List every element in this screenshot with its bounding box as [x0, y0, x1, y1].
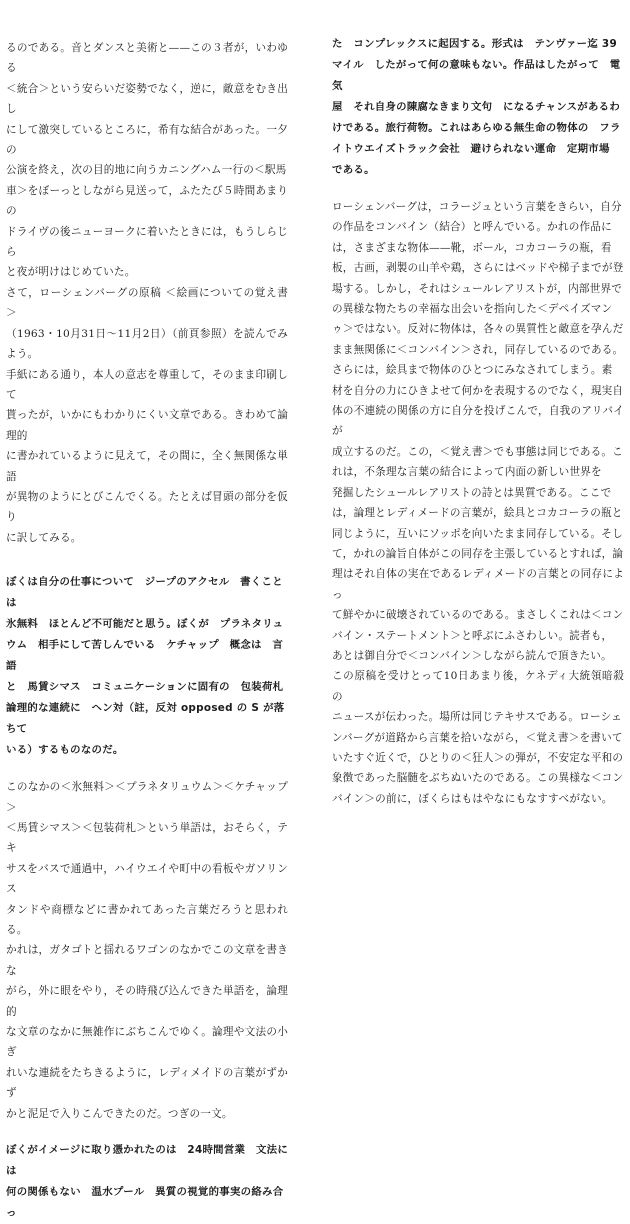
spacer — [6, 548, 288, 572]
left-column — [6, 38, 288, 1224]
left-paragraph-4: このなかの＜氷無料＞＜プラネタリュウム＞＜ケチャップ＞ ＜馬賃シマス＞＜包装荷札＞という単語は，おそらく，テキ サスをバスで通過中，ハイウエイや町中の看板やガソリンス タンドや商標などに書かれてあった言葉だろうと思われる。 かれは，ガタゴトと揺れるワゴンのなかでこの文章を書きな がら，外に眼をやり，その時飛び込んできた単語を，論理的 な文章のなかに無雑作にぶちこんでゆく。論理や文法の小ぎ れいな連続をたちきるように，レディメイドの言葉がずかず かと泥足で入りこんできたのだ。つぎの一文。 — [6, 781, 288, 1120]
spacer — [332, 181, 624, 197]
translated-excerpt-1: ぼくは自分の仕事について ジープのアクセル 書くことは 氷無料 ほとんど不可能だと思う。ぼくが プラネタリュ ウム 相手にして苦しんでいる ケチャップ 概念は 言語 と 馬賃シマス コミュニケーションに固有の 包装荷札 論理的な連続に ヘン対（註，反対 opposed の S が落ちて いる）するものなのだ。 — [6, 576, 285, 757]
right-paragraph-2: ローシェンバーグは，コラージュという言葉をきらい，自分 の作品をコンバイン（結合）と呼んでいる。かれの作品に は，さまざまな物体——靴，ボール，コカコーラの瓶，看 板，古画，剥製の山羊や鶏，さらにはベッドや梯子までが登 場する。しかし，それはシュールレアリストが，内部世界で の異様な物たちの幸福な出会いを指向した＜デペイズマン ゥ＞ではない。反対に物体は，各々の異質性と敵意を孕んだ まま無関係に＜コンバイン＞され，同存しているのである。 さらには，絵具まで物体のひとつにみなされてしまう。素 材を自分の力にひきよせて何かを表現するのでなく，現実自 体の不連続の関係の方に自分を投げこんで，自我のアリバイが 成立するのだ。この，＜覚え書＞でも事態は同じである。こ れは，不条理な言葉の結合によって内面の新しい世界を 発掘したシュールレアリストの詩とは異質である。ここで は，論理とレディメードの言葉が，絵具とコカコーラの瓶と 同じように，互いにソッポを向いたまま同存している。そし て，かれの論旨自体がこの同存を主張しているとすれば，論 理はそれ自体の実在であるレディメードの言葉との同存によっ て鮮やかに破壊されているのである。まさしくこれは＜コン バイン・ステートメント＞と呼ぶにふさわしい。読者も， あとは御自分で＜コンバイン＞しながら読んで頂きたい。 — [332, 201, 624, 662]
right-column — [332, 34, 624, 809]
spacer — [6, 761, 288, 777]
left-paragraph-2: さて，ローシェンバーグの原稿 ＜絵画についての覚え書＞ （1963・10月31日〜11月2日）（前頁参照）を読んでみよう。 手紙にある通り，本人の意志を尊重して，そのまま印刷して 貰ったが，いかにもわかりにくい文章である。きわめて論理的 に書かれているように見えて，その間に，全く無関係な単語 が異物のようにとびこんでくる。たとえば冒頭の部分を仮り に訳してみる。 — [6, 286, 288, 544]
right-paragraph-3: この原稿を受けとって10日あまり後，ケネディ大統領暗殺の ニュースが伝わった。場所は同じテキサスである。ローシェ ンバーグが道路から言葉を拾いながら，＜覚え書＞を書いて いたすぐ近くで，ひとりの＜狂人＞の弾が，不安定な平和の 象徴であった脳髄をぶちぬいたのである。この異様な＜コン バイン＞の前に，ぼくらはもはやなにもなすすべがない。 — [332, 670, 624, 805]
spacer — [6, 1124, 288, 1140]
translated-excerpt-2-continued: た コンプレックスに起因する。形式は テンヴァー迄 39 マイル したがって何の意味もない。作品はしたがって 電気 屋 それ自身の陳腐なきまり文句 になるチャンスがあるわ けである。旅行荷物。これはあらゆる無生命の物体の フラ イトウエイズトラック会社 避けられない運命 定期市場 である。 — [332, 38, 621, 176]
translated-excerpt-2: ぼくがイメージに取り憑かれたのは 24時間営業 文法には 何の関係もない 温水プール 異質の視覚的事実の絡み合っ — [6, 1144, 289, 1220]
left-paragraph-1: るのである。音とダンスと美術と——この３者が，いわゆる ＜統合＞という安らいだ姿勢でなく，逆に，敵意をむき出し にして激突しているところに，希有な結合があった。一夕の 公演を終え，次の目的地に向うカニングハム一行の＜駅馬 車＞をぼーっとしながら見送って，ふたたび５時間あまりの ドライヴの後ニューヨークに着いたときには，もうしらじら と夜が明けはじめていた。 — [6, 42, 288, 279]
